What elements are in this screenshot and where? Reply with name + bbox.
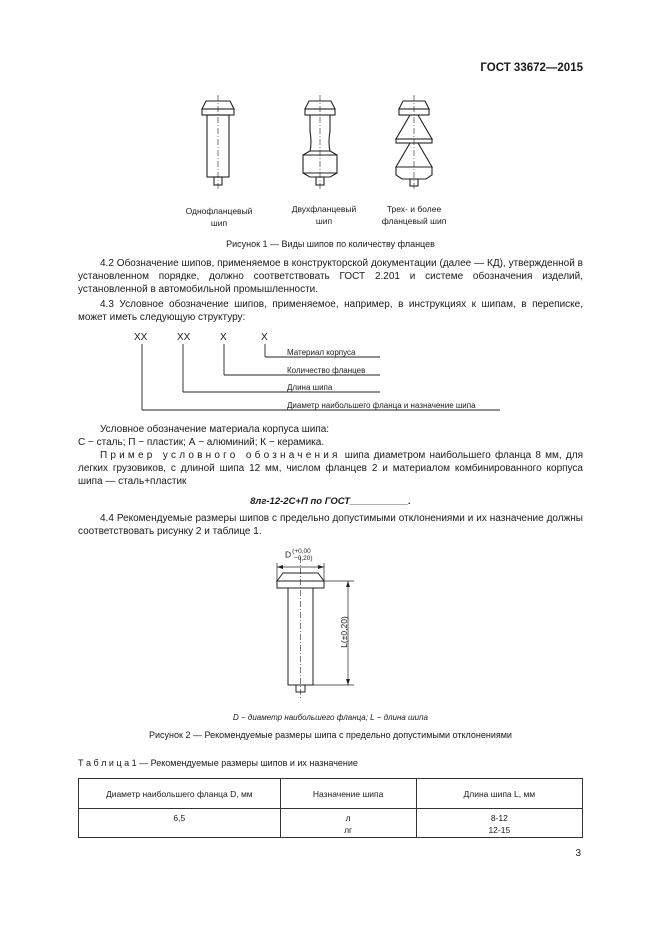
- table-header-diameter: Диаметр наибольшего фланца D, мм: [79, 779, 281, 809]
- paragraph-4-3: 4.3 Условное обозначение шипов, применяемое, например, в инструкциях к шипам, в переписке, может иметь следующую структуру:: [78, 299, 583, 323]
- figure1-label-double: Двухфланцевый шип: [291, 204, 357, 226]
- dimension-l-label: L(±0,20): [339, 616, 349, 648]
- single-flange-stud: [202, 95, 234, 191]
- structure-label-length: Длина шипа: [287, 383, 333, 392]
- table-cell-purpose: л лг: [280, 809, 416, 838]
- table-cell-length: 8-12 12-15: [416, 809, 582, 838]
- table-row: [79, 809, 583, 838]
- double-flange-stud: [303, 95, 337, 191]
- figure1-label-multi: Трех- и более фланцевый шип: [381, 204, 447, 226]
- structure-code-flanges: X: [220, 332, 227, 343]
- material-codes: С − сталь; П − пластик; А − алюминий; К − керамика.: [78, 437, 325, 448]
- table-header-purpose: Назначение шипа: [280, 779, 416, 809]
- table1-title: Т а б л и ц а 1 — Рекомендуемые размеры шипов и их назначение: [78, 758, 358, 768]
- standard-header: ГОСТ 33672—2015: [480, 62, 583, 74]
- structure-label-material: Материал корпуса: [287, 348, 356, 357]
- example-lead: Пример условного обозначения: [100, 450, 341, 461]
- figure1-label-single: Однофланцевый шип: [185, 206, 253, 228]
- structure-label-flanges: Количество фланцев: [287, 366, 366, 375]
- paragraph-4-2: 4.2 Обозначение шипов, применяемое в конструкторской документации (далее — КД), утвержденной в установленном порядке, должно соответствовать ГОСТ 2.201 и системе обозначения изделий, установленной в автомобильной промышленности.: [78, 258, 583, 295]
- page-number: 3: [575, 848, 581, 859]
- figure2-legend: D − диаметр наибольшего фланца; L − длина шипа: [233, 713, 428, 722]
- structure-label-diameter: Диаметр наибольшего фланца и назначение шипа: [287, 401, 476, 410]
- structure-code-diameter: XX: [134, 332, 148, 343]
- table1: [78, 778, 583, 838]
- paragraph-4-4: 4.4 Рекомендуемые размеры шипов с предельно допустимыми отклонениями и их назначение должны соответствовать рисунку 2 и таблице 1.: [78, 513, 583, 537]
- material-title: Условное обозначение материала корпуса шипа:: [100, 424, 330, 435]
- designation-structure: [130, 332, 510, 420]
- figure1-caption: Рисунок 1 — Виды шипов по количеству фланцев: [226, 239, 435, 249]
- table-header-length: Длина шипа L, мм: [416, 779, 582, 809]
- figure2-caption: Рисунок 2 — Рекомендуемые размеры шипа с предельно допустимыми отклонениями: [149, 730, 512, 740]
- example-text: шипа диаметром наибольшего фланца 8 мм, для легких грузовиков, с длиной шипа 12 мм, числом фланцев 2 и материалом комбинированного корпуса шипа — сталь+пластик: [78, 450, 583, 487]
- table-header-row: [79, 779, 583, 809]
- table-cell-diameter: 6,5: [79, 809, 281, 838]
- example-paragraph: [78, 449, 583, 488]
- figure2-stud-drawing: [250, 545, 400, 705]
- structure-code-material: X: [261, 332, 268, 343]
- example-code: 8лг-12-2С+П по ГОСТ___________.: [250, 496, 411, 507]
- multi-flange-stud: [396, 95, 432, 191]
- structure-code-length: XX: [177, 332, 191, 343]
- figure2-dimension-drawing: [250, 545, 400, 705]
- dimension-d-label: D(+0,00 −0,20): [285, 548, 313, 562]
- dimension-d-tolerance: (+0,00 −0,20): [292, 548, 313, 562]
